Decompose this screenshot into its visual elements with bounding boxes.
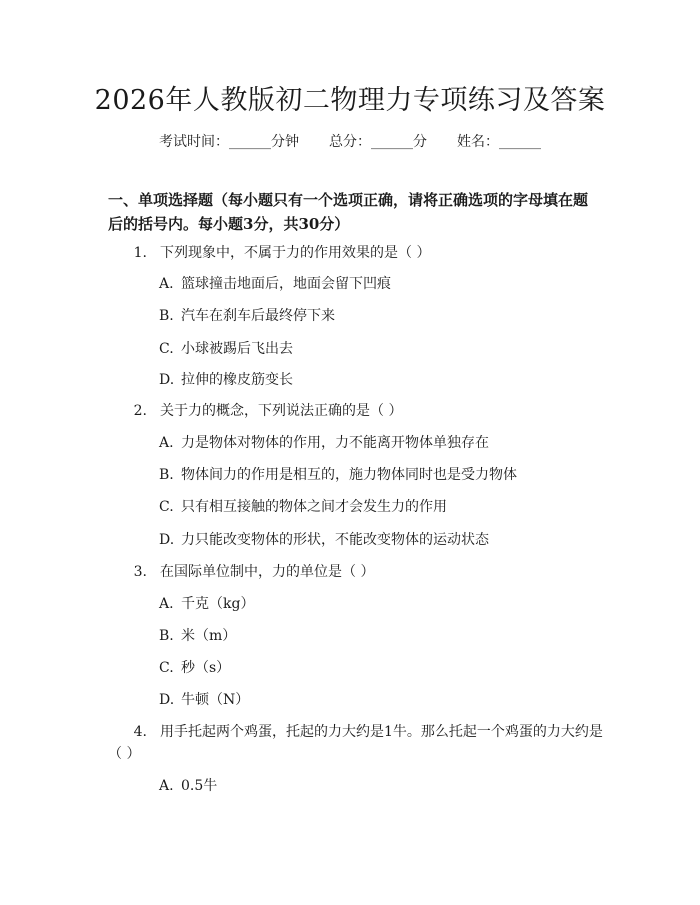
q1-option-b [159, 306, 335, 326]
question-stem: 关于力的概念，下列说法正确的是（ ） [160, 403, 403, 419]
option-text: 千克（kg） [181, 596, 255, 612]
option-letter: B. [159, 467, 174, 483]
q1-option-a [159, 274, 391, 294]
option-letter: A. [159, 596, 174, 612]
q2-option-d [159, 530, 489, 550]
option-text: 篮球撞击地面后，地面会留下凹痕 [181, 276, 391, 292]
option-letter: A. [159, 778, 174, 794]
exam-info-line [0, 133, 700, 151]
option-text: 汽车在刹车后最终停下来 [181, 308, 335, 324]
question-number: 3. [133, 564, 147, 580]
question-number: 4. [133, 724, 147, 740]
question-number: 1. [133, 245, 147, 261]
q4-option-a [159, 776, 217, 796]
exam-name-field: 姓名：______ [457, 134, 541, 150]
q3-option-b [159, 626, 236, 646]
option-text: 小球被踢后飞出去 [181, 341, 293, 357]
option-text: 牛顿（N） [181, 692, 250, 708]
option-text: 力是物体对物体的作用，力不能离开物体单独存在 [181, 435, 489, 451]
option-letter: D. [159, 532, 175, 548]
q2-option-b [159, 465, 517, 485]
question-4 [108, 721, 603, 765]
question-number: 2. [133, 403, 147, 419]
question-3 [108, 561, 598, 583]
option-letter: D. [159, 372, 175, 388]
question-stem: 下列现象中，不属于力的作用效果的是（ ） [160, 245, 431, 261]
option-text: 物体间力的作用是相互的，施力物体同时也是受力物体 [181, 467, 517, 483]
question-stem: 在国际单位制中，力的单位是（ ） [160, 564, 375, 580]
option-text: 拉伸的橡皮筋变长 [181, 372, 293, 388]
q3-option-a [159, 594, 254, 614]
question-stem-line1: 用手托起两个鸡蛋，托起的力大约是1牛。那么托起一个鸡蛋的力大约是 [160, 724, 603, 740]
option-letter: C. [159, 660, 174, 676]
option-text: 只有相互接触的物体之间才会发生力的作用 [181, 499, 447, 515]
option-text: 秒（s） [181, 660, 231, 676]
q3-option-c [159, 658, 230, 678]
q2-option-a [159, 433, 489, 453]
option-letter: B. [159, 308, 174, 324]
option-text: 力只能改变物体的形状，不能改变物体的运动状态 [181, 532, 489, 548]
question-2 [108, 400, 598, 422]
option-letter: C. [159, 341, 174, 357]
q2-option-c [159, 497, 447, 517]
option-letter: C. [159, 499, 174, 515]
page-title: 2026年人教版初二物理力专项练习及答案 [94, 85, 606, 116]
section-heading: 一、单项选择题（每小题只有一个选项正确，请将正确选项的字母填在题后的括号内。每小题3分，共30分） [108, 191, 589, 233]
option-text: 米（m） [181, 628, 237, 644]
exam-score-field: 总分：______分 [329, 134, 427, 150]
q3-option-d [159, 690, 249, 710]
question-1 [108, 242, 598, 264]
q1-option-d [159, 370, 293, 390]
q1-option-c [159, 339, 293, 359]
question-stem-line2: （ ） [108, 746, 141, 762]
exam-time-field: 考试时间：______分钟 [159, 134, 299, 150]
option-text: 0.5牛 [181, 778, 218, 794]
option-letter: B. [159, 628, 174, 644]
option-letter: A. [159, 435, 174, 451]
option-letter: D. [159, 692, 175, 708]
option-letter: A. [159, 276, 174, 292]
